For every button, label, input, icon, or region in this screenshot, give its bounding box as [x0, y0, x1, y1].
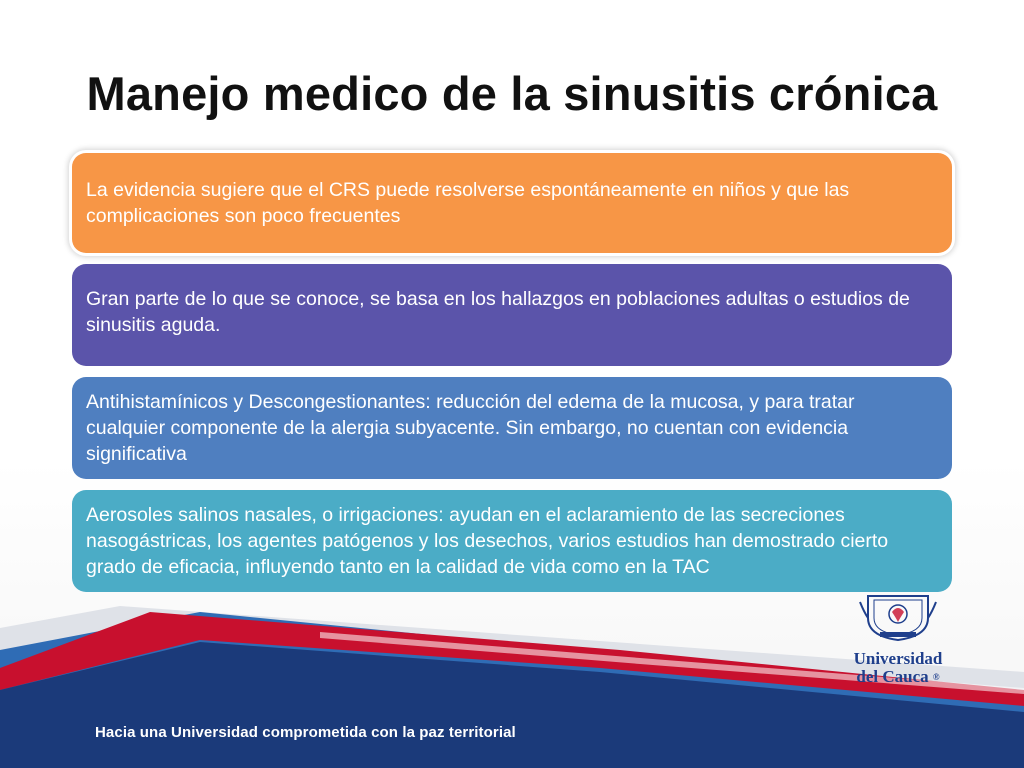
logo-text-line1: Universidad: [853, 649, 943, 668]
logo-text-line2: [848, 668, 948, 686]
content-box-2-text: Gran parte de lo que se conoce, se basa en los hallazgos en poblaciones adultas o estudios de sinusitis aguda.: [86, 288, 910, 336]
university-logo: [848, 592, 948, 688]
content-box-4-text: Aerosoles salinos nasales, o irrigaciones: ayudan en el aclaramiento de las secreciones nasogástricas, los agentes patógenos y los desechos, varios estudios han demostrado cierto grado de eficacia, influyendo tanto en la calidad de vida como en la TAC: [86, 504, 889, 578]
footer-slogan: Hacia una Universidad comprometida con la paz territorial: [95, 724, 516, 741]
slide-title: Manejo medico de la sinusitis crónica: [86, 67, 938, 120]
content-box-1-text: La evidencia sugiere que el CRS puede resolverse espontáneamente en niños y que las complicaciones son poco frecuentes: [86, 179, 850, 227]
logo-text-line2-label: del Cauca: [856, 667, 929, 686]
registered-mark: ®: [932, 672, 940, 682]
content-box-3-text: Antihistamínicos y Descongestionantes: reducción del edema de la mucosa, y para tratar cualquier componente de la alergia subyacente. Sin embargo, no cuentan con evidencia significativa: [86, 391, 855, 465]
university-seal-icon: [858, 592, 938, 642]
